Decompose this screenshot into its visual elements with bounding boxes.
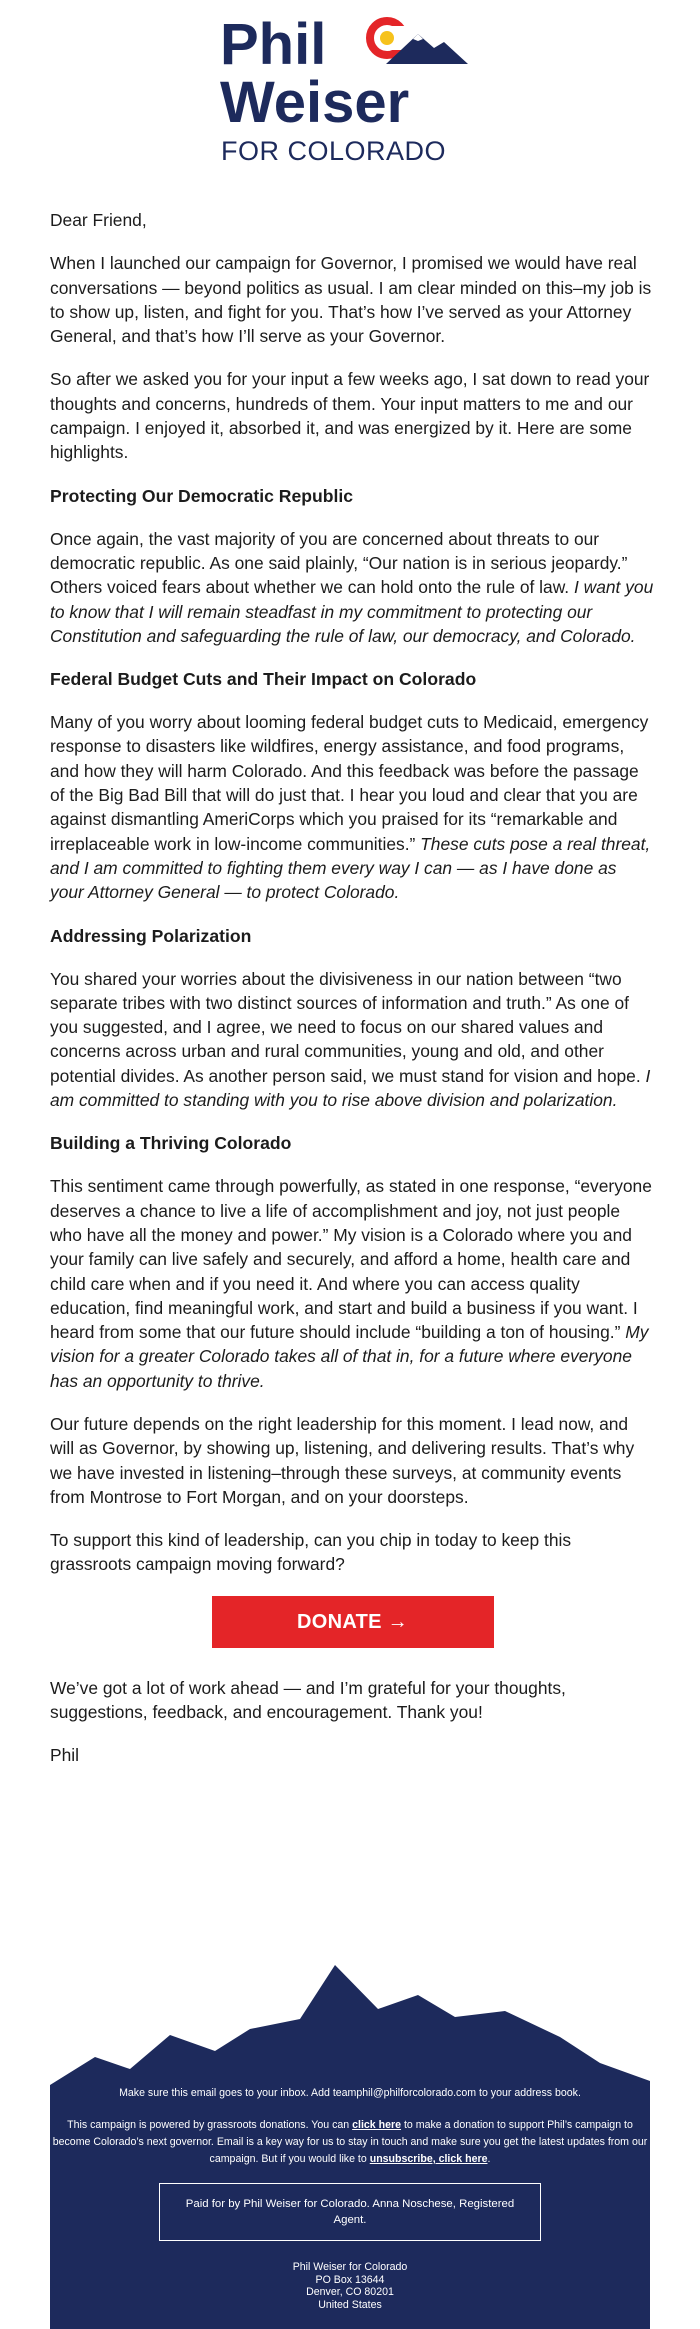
unsubscribe-link[interactable]: unsubscribe, click here bbox=[369, 2153, 488, 2165]
section-emphasis: I am committed to standing with you to rise above division and polarization. bbox=[50, 1065, 651, 1111]
inbox-note: Make sure this email goes to your inbox. Add teamphil@philforcolorado.com to your address book. bbox=[119, 2087, 581, 2099]
section-paragraph-democracy bbox=[50, 527, 655, 648]
logo-name-first: Phil bbox=[220, 12, 327, 77]
address-line: United States bbox=[318, 2298, 382, 2311]
intro-paragraph-2: So after we asked you for your input a few weeks ago, I sat down to read your thoughts and concerns, hundreds of them. Your input matters to me and our campaign. I enjoyed it, absorbed it, and was energized by it. Here are some highlights. bbox=[50, 369, 650, 463]
section-emphasis: These cuts pose a real threat, and I am committed to fighting them every way I can — as I have done as your Attorney General — to protect Colorado. bbox=[50, 833, 651, 903]
section-paragraph-thriving-colorado bbox=[50, 1174, 655, 1393]
campaign-logo bbox=[0, 12, 700, 172]
donate-click-here-link[interactable]: click here bbox=[352, 2119, 402, 2131]
campaign-info-text: This campaign is powered by grassroots donations. You can bbox=[67, 2119, 353, 2131]
signature: Phil bbox=[50, 1745, 79, 1766]
logo-mark bbox=[220, 12, 480, 172]
intro-paragraph-1: When I launched our campaign for Governor, I promised we would have real conversations — beyond politics as usual. I am clear minded on this–my job is to show up, listen, and fight for you. That’s how I’ve served as your Attorney General, and that’s how I’ll serve as your Governor. bbox=[50, 253, 652, 347]
campaign-info-text: . bbox=[487, 2153, 491, 2165]
paid-for-disclaimer: Paid for by Phil Weiser for Colorado. Anna Noschese, Registered Agent. bbox=[159, 2183, 541, 2241]
section-paragraph-budget-cuts bbox=[50, 710, 655, 904]
address-line: PO Box 13644 bbox=[315, 2273, 385, 2286]
address-line: Phil Weiser for Colorado bbox=[292, 2261, 408, 2273]
section-heading-democracy: Protecting Our Democratic Republic bbox=[50, 485, 354, 506]
letter-body bbox=[50, 208, 655, 1787]
section-paragraph-polarization bbox=[50, 967, 655, 1113]
donate-button[interactable]: DONATE → bbox=[212, 1596, 494, 1648]
closing-paragraph-3: We’ve got a lot of work ahead — and I’m grateful for your thoughts, suggestions, feedback, and encouragement. Thank you! bbox=[50, 1677, 566, 1723]
logo-tagline: FOR COLORADO bbox=[221, 136, 447, 166]
closing-paragraph-1: Our future depends on the right leadership for this moment. I lead now, and will as Governor, by showing up, listening, and delivering results. That’s why we have invested in listening–through these surveys, at community events from Montrose to Fort Morgan, and on your doorsteps. bbox=[50, 1413, 635, 1507]
footer bbox=[0, 1965, 700, 2329]
address-line: Denver, CO 80201 bbox=[306, 2286, 394, 2298]
section-emphasis: I want you to know that I will remain steadfast in my commitment to protecting our Constitution and safeguarding the rule of law, our democracy, and Colorado. bbox=[50, 577, 654, 646]
section-emphasis: My vision for a greater Colorado takes all of that in, for a future where everyone has an opportunity to thrive. bbox=[50, 1322, 649, 1391]
mailing-address bbox=[50, 2261, 650, 2311]
section-text: This sentiment came through powerfully, as stated in one response, “everyone deserves a chance to live a life of accomplishment and joy, not just people who have all the money and power.” My vision is a Colorado where you and your family can live safely and securely, and afford a home, health care and child care when and if you need it. And where you can access quality education, find meaningful work, and start and build a business if you want. I heard from some that our future should include “building a ton of housing.” bbox=[50, 1176, 652, 1343]
campaign-info-text: to make a donation to support Phil’s campaign to become Colorado’s next governor. Email is a key way for us to stay in touch and make sure you get the latest updates from our campaign. But if you would like to bbox=[52, 2119, 648, 2165]
logo-name-last: Weiser bbox=[220, 70, 410, 135]
section-heading-polarization: Addressing Polarization bbox=[50, 925, 252, 946]
campaign-info bbox=[50, 2117, 650, 2168]
closing-paragraph-2: To support this kind of leadership, can you chip in today to keep this grassroots campaign moving forward? bbox=[50, 1530, 572, 1575]
section-heading-budget-cuts: Federal Budget Cuts and Their Impact on Colorado bbox=[50, 669, 477, 690]
section-text: Many of you worry about looming federal budget cuts to Medicaid, emergency response to disasters like wildfires, energy assistance, and food programs, and how they will harm Colorado. And this feedback was before the passage of the Big Bad Bill that will do just that. I hear you loud and clear that you are against dismantling AmeriCorps which you praised for its “remarkable and irreplaceable work in low-income communities.” bbox=[50, 712, 649, 854]
greeting: Dear Friend, bbox=[50, 210, 147, 230]
section-text: You shared your worries about the divisiveness in our nation between “two separate tribes with two distinct sources of information and truth.” As one of you suggested, and I agree, we need to focus on our shared values and concerns across urban and rural communities, young and old, and other potential divides. As another person said, we must stand for vision and hope. bbox=[50, 968, 646, 1086]
donate-container bbox=[50, 1596, 655, 1648]
footer-content bbox=[50, 2085, 650, 2311]
section-heading-thriving-colorado: Building a Thriving Colorado bbox=[50, 1133, 292, 1154]
section-text: Once again, the vast majority of you are concerned about threats to our democratic republic. As one said plainly, “Our nation is in serious jeopardy.” Others voiced fears about whether we can hold onto the rule of law. bbox=[50, 528, 628, 598]
